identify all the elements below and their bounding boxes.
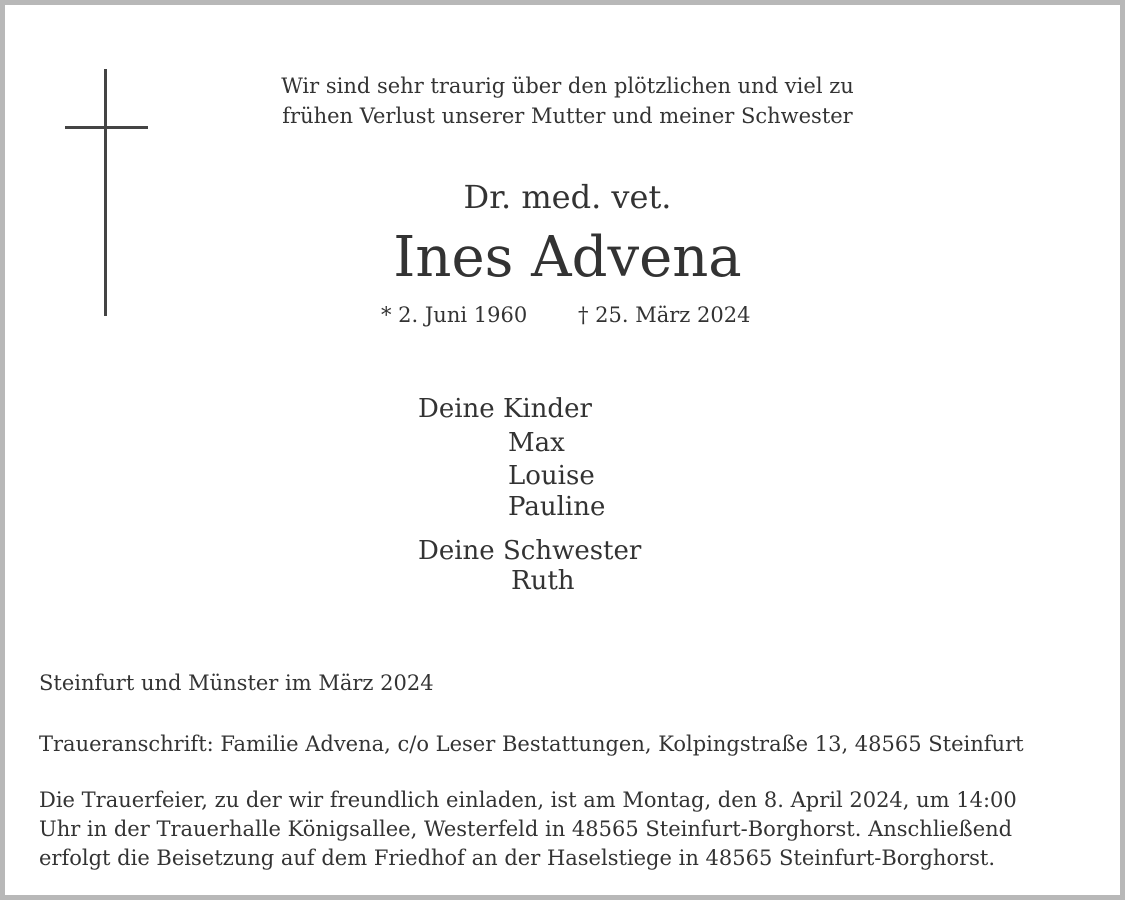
child-name: Pauline <box>508 492 606 522</box>
sister-label: Deine Schwester <box>418 536 642 566</box>
cross-icon-bar <box>65 126 148 129</box>
sister-name: Ruth <box>511 566 575 596</box>
ceremony-line-3: erfolgt die Beisetzung auf dem Friedhof an der Haselstiege in 48565 Steinfurt-Borghorst. <box>39 846 996 870</box>
cross-icon <box>104 69 107 316</box>
child-name: Louise <box>508 461 595 491</box>
deceased-title: Dr. med. vet. <box>463 178 672 216</box>
ceremony-line-1: Die Trauerfeier, zu der wir freundlich einladen, ist am Montag, den 8. April 2024, um 14:00 <box>39 788 1017 812</box>
place-date: Steinfurt und Münster im März 2024 <box>39 671 434 695</box>
child-name: Max <box>508 428 565 458</box>
birth-date: * 2. Juni 1960 <box>381 303 528 327</box>
intro-text <box>165 71 970 131</box>
death-date: † 25. März 2024 <box>578 303 751 327</box>
children-label: Deine Kinder <box>418 394 592 424</box>
deceased-name: Ines Advena <box>393 225 742 290</box>
ceremony-line-2: Uhr in der Trauerhalle Königsallee, Westerfeld in 48565 Steinfurt-Borghorst. Anschließend <box>39 817 1013 841</box>
intro-line-2: frühen Verlust unserer Mutter und meiner Schwester <box>282 104 853 128</box>
mourning-address: Traueranschrift: Familie Advena, c/o Leser Bestattungen, Kolpingstraße 13, 48565 Steinfurt <box>39 732 1024 756</box>
intro-line-1: Wir sind sehr traurig über den plötzlichen und viel zu <box>281 74 854 98</box>
